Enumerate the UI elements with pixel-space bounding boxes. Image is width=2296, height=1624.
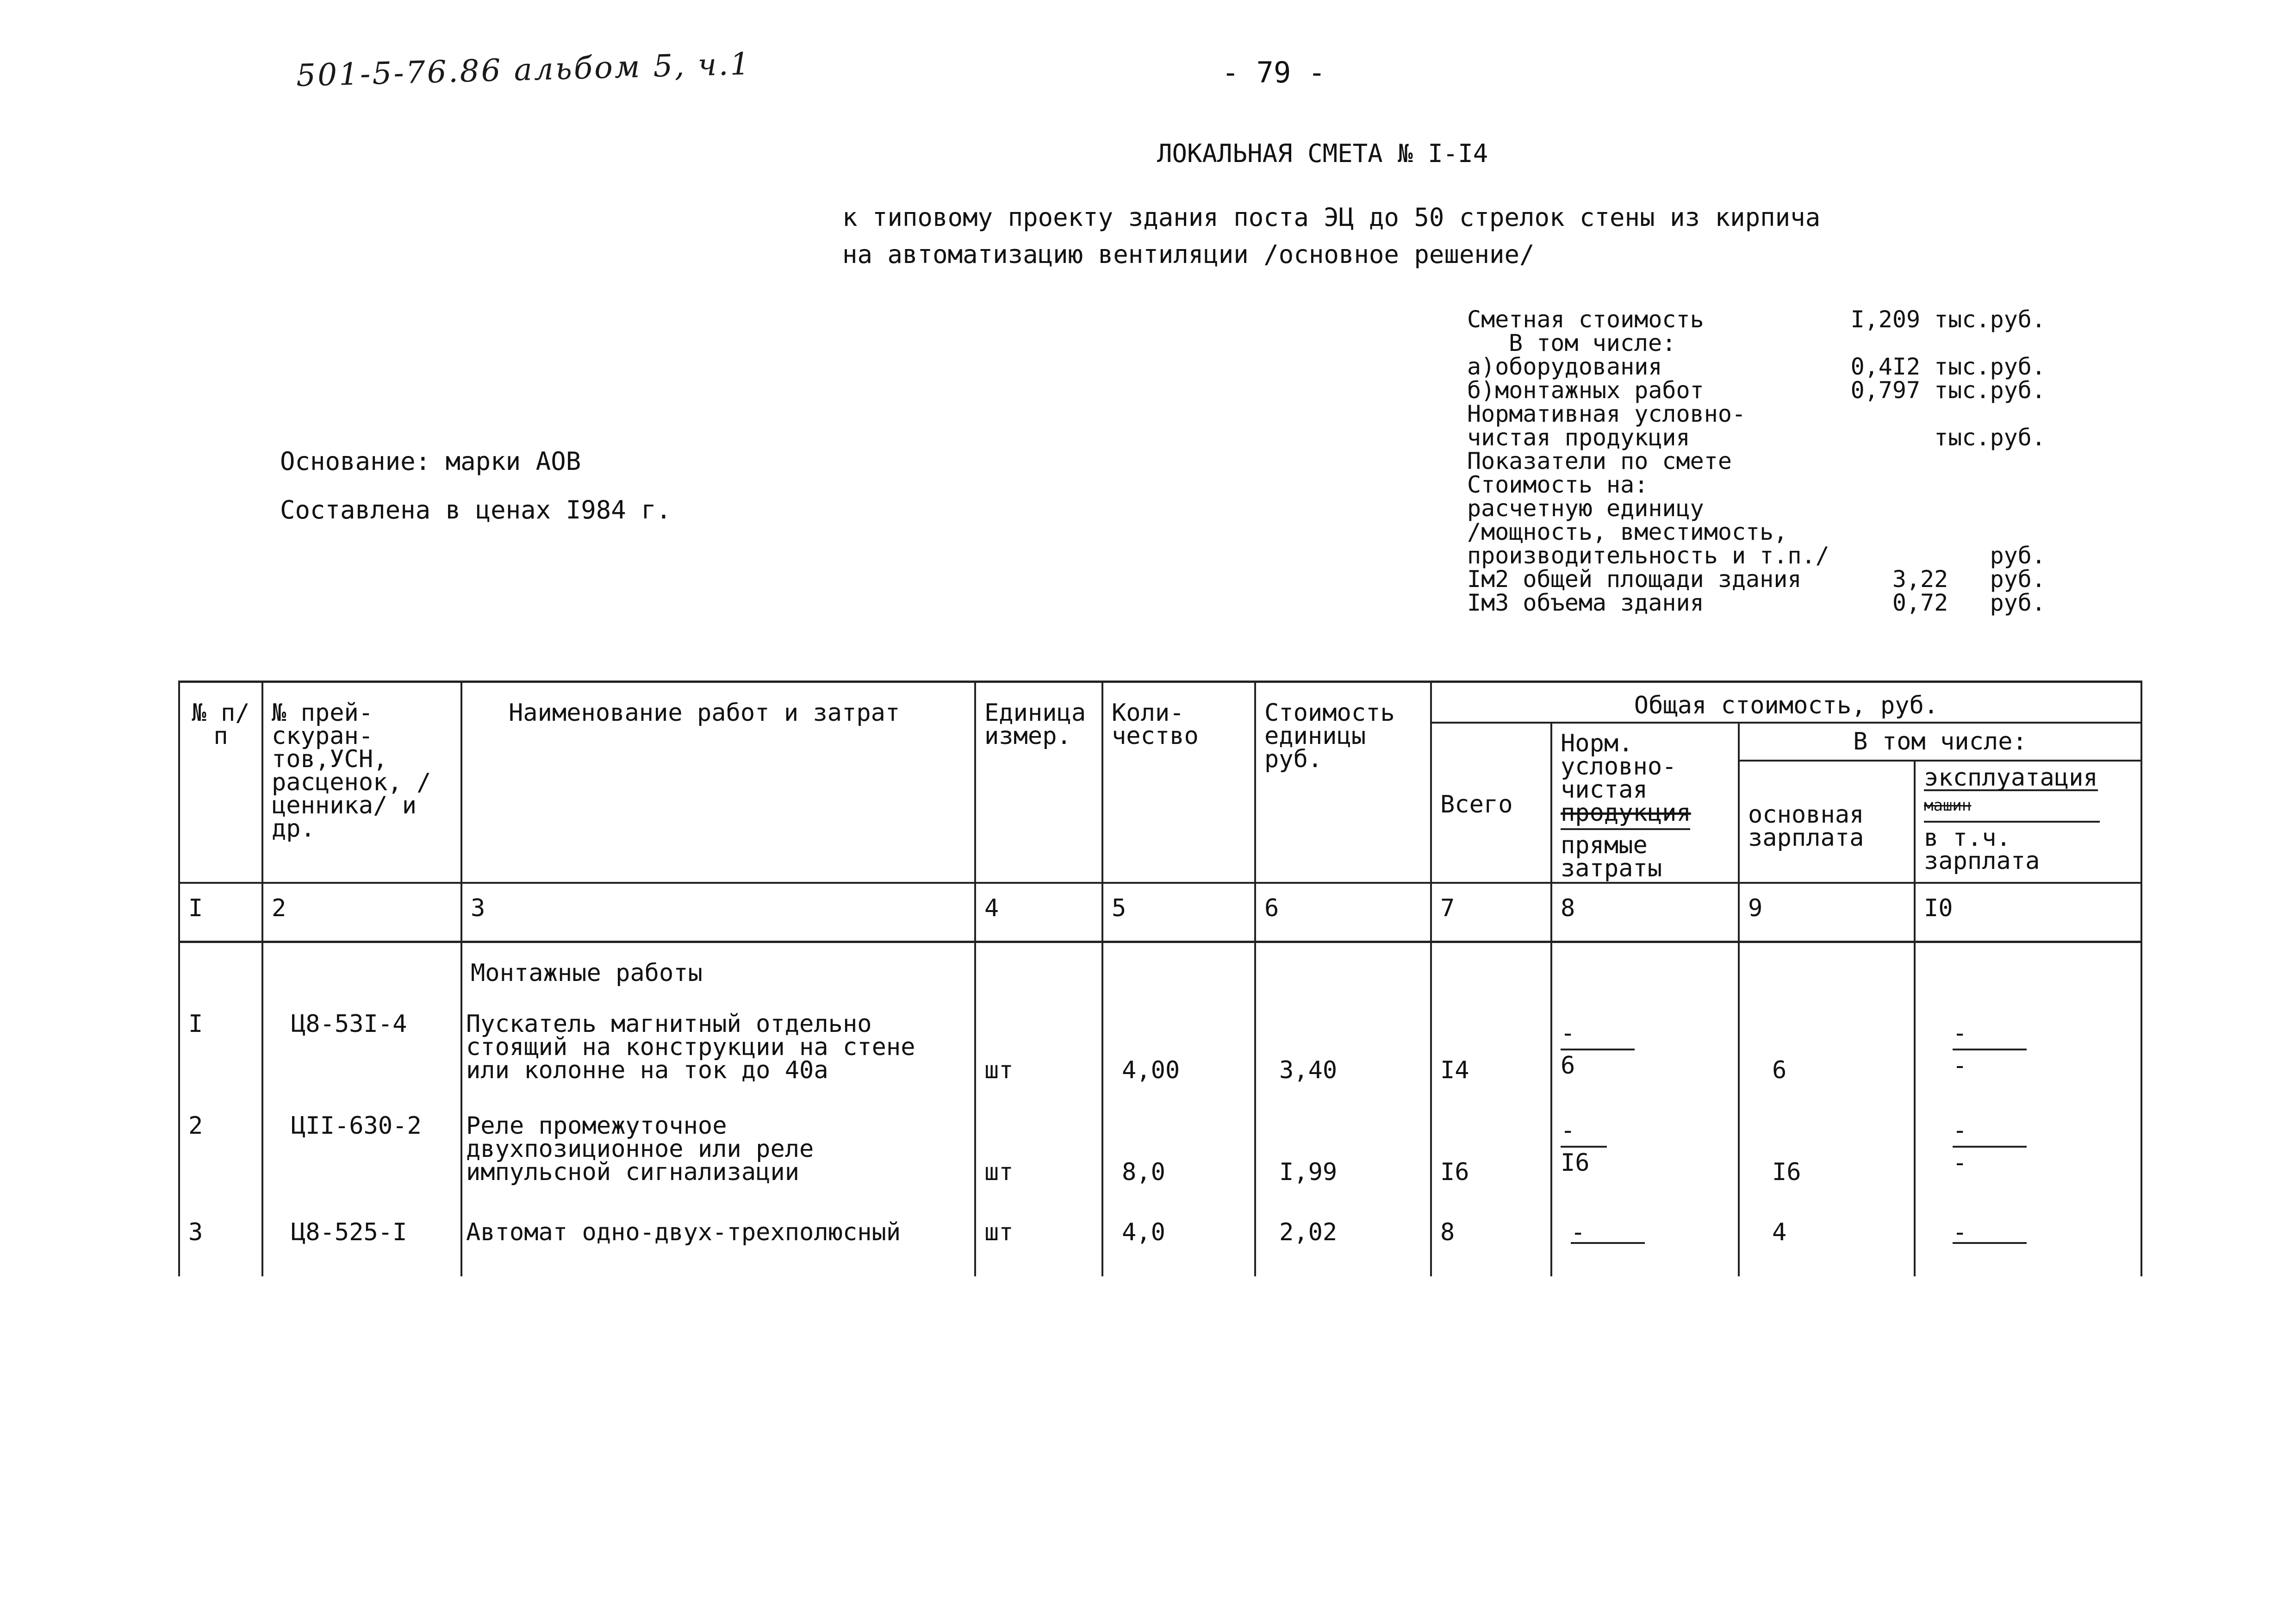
col-header-salary: основная зарплата (1739, 761, 1915, 883)
summary-including-label: В том числе: (1509, 330, 1676, 356)
col-header-name: Наименование работ и затрат (461, 682, 975, 883)
col-header-including: В том числе: (1739, 723, 2141, 761)
summary-unit-label-2: /мощность, вместимость, (1467, 518, 1788, 545)
row-normative-top: - (1561, 1019, 1575, 1047)
estimate-table (178, 681, 2142, 1276)
summary-cost-value: I,209 тыс.руб. (1850, 306, 2046, 333)
column-number: 2 (262, 883, 461, 942)
subtitle-line-2: на автоматизацию вентиляции /основное решение/ (842, 240, 1535, 269)
column-number: I (179, 883, 262, 942)
row-machines-top: - (1953, 1019, 1967, 1047)
row-code: ЦII-630-2 (262, 1082, 461, 1184)
row-qty: 4,0 (1102, 1184, 1255, 1276)
cell-divider (1561, 1146, 1607, 1148)
summary-area-unit: руб. (1990, 566, 2046, 593)
column-number: 5 (1102, 883, 1255, 942)
summary-unit-3 (1467, 544, 2046, 568)
document-subtitle (842, 199, 1907, 273)
row-total: I4 (1431, 985, 1551, 1082)
summary-install (1467, 379, 2046, 402)
summary-volume (1467, 591, 2046, 615)
row-salary: I6 (1739, 1082, 1915, 1184)
empty-cell (1102, 942, 1255, 985)
row-machines (1915, 1082, 2141, 1184)
row-machines (1915, 985, 2141, 1082)
column-number: 6 (1255, 883, 1431, 942)
summary-unit-1 (1467, 497, 2046, 520)
empty-cell (1739, 942, 1915, 985)
row-normative-top: - (1561, 1117, 1575, 1144)
summary-equipment (1467, 355, 2046, 379)
row-code: Ц8-525-I (262, 1184, 461, 1276)
row-normative (1551, 1184, 1739, 1276)
summary-unit-label-1: расчетную единицу (1467, 495, 1704, 522)
empty-cell (1431, 942, 1551, 985)
row-machines-value: - (1953, 1149, 1967, 1177)
table-header-row-1 (179, 682, 2141, 723)
col-header-machines-bottom: в т.ч. зарплата (1924, 824, 2040, 875)
page-number: - 79 - (1222, 56, 1325, 89)
section-row (179, 942, 2141, 985)
column-number: 7 (1431, 883, 1551, 942)
row-machines (1915, 1184, 2141, 1276)
summary-install-value: 0,797 тыс.руб. (1850, 377, 2046, 404)
summary-volume-unit: руб. (1990, 589, 2046, 616)
summary-unit-value: руб. (1990, 542, 2046, 569)
col-header-machines-top: эксплуатация (1924, 764, 2098, 792)
summary-area (1467, 568, 2046, 591)
row-salary: 4 (1739, 1184, 1915, 1276)
empty-cell (1551, 942, 1739, 985)
section-title: Монтажные работы (461, 942, 975, 985)
column-numbers-row (179, 883, 2141, 942)
row-unit: шт (975, 985, 1102, 1082)
empty-cell (975, 942, 1102, 985)
col-header-normative-bottom: прямые затраты (1561, 831, 1662, 882)
header-divider (1924, 821, 2100, 823)
row-salary: 6 (1739, 985, 1915, 1082)
summary-equipment-label: а)оборудования (1467, 353, 1662, 380)
cell-divider (1953, 1049, 2027, 1050)
summary-install-label: б)монтажных работ (1467, 377, 1704, 404)
header-divider (1561, 828, 1690, 830)
empty-cell (1255, 942, 1431, 985)
row-normative (1551, 1082, 1739, 1184)
empty-cell (179, 942, 262, 985)
row-normative-value: I6 (1561, 1149, 1590, 1177)
summary-indicators-label: Показатели по смете (1467, 448, 1732, 475)
column-number: 3 (461, 883, 975, 942)
summary-volume-value: 0,72 (1892, 589, 1948, 616)
row-normative-value: 6 (1561, 1052, 1575, 1080)
col-header-all: Всего (1431, 723, 1551, 883)
empty-cell (262, 942, 461, 985)
row-qty: 4,00 (1102, 985, 1255, 1082)
column-number: 9 (1739, 883, 1915, 942)
row-name: Реле промежуточное двухпозиционное или реле импульсной сигнализации (461, 1082, 975, 1184)
row-price: 2,02 (1255, 1184, 1431, 1276)
summary-equipment-value: 0,4I2 тыс.руб. (1850, 353, 2046, 380)
cost-summary (1467, 308, 2046, 615)
basis-note: Основание: марки АОВ (280, 447, 581, 476)
table-row (179, 985, 2141, 1082)
row-price: 3,40 (1255, 985, 1431, 1082)
row-number: 3 (179, 1184, 262, 1276)
col-header-machines-strike: машин (1924, 796, 1972, 815)
row-normative-top: - (1571, 1218, 1586, 1246)
row-unit: шт (975, 1082, 1102, 1184)
row-number: I (179, 985, 262, 1082)
row-machines-top: - (1953, 1218, 1967, 1246)
column-number: I0 (1915, 883, 2141, 942)
col-header-total: Общая стоимость, руб. (1431, 682, 2141, 723)
summary-including (1467, 331, 2046, 355)
summary-cost-on (1467, 473, 2046, 497)
row-machines-top: - (1953, 1117, 1967, 1144)
handwritten-note: 501-5-76.86 альбом 5, ч.1 (296, 46, 752, 94)
summary-unit-2 (1467, 520, 2046, 544)
row-code: Ц8-53I-4 (262, 985, 461, 1082)
empty-cell (1915, 942, 2141, 985)
col-header-normative-top: Норм. условно-чистая (1561, 730, 1677, 804)
row-name: Пускатель магнитный отдельно стоящий на конструкции на стене или колонне на ток до 40а (461, 985, 975, 1082)
summary-normative-label-2: чистая продукция (1467, 424, 1690, 451)
subtitle-line-1: к типовому проекту здания поста ЭЦ до 50 стрелок стены из кирпича (842, 203, 1821, 232)
document-title: ЛОКАЛЬНАЯ СМЕТА № I-I4 (1157, 139, 1488, 168)
col-header-qty: Коли-чество (1102, 682, 1255, 883)
col-header-unit: Единица измер. (975, 682, 1102, 883)
col-header-price: Стоимость единицы руб. (1255, 682, 1431, 883)
col-header-normative (1551, 723, 1739, 883)
cell-divider (1561, 1049, 1635, 1050)
summary-cost-on-label: Стоимость на: (1467, 471, 1649, 498)
summary-normative-value: тыс.руб. (1934, 424, 2046, 451)
summary-indicators (1467, 450, 2046, 473)
summary-normative-1 (1467, 402, 2046, 426)
summary-cost (1467, 308, 2046, 331)
row-unit: шт (975, 1184, 1102, 1276)
row-price: I,99 (1255, 1082, 1431, 1184)
row-normative (1551, 985, 1739, 1082)
row-name: Автомат одно-двух-трехполюсный (461, 1184, 975, 1276)
summary-cost-label: Сметная стоимость (1467, 306, 1704, 333)
row-total: I6 (1431, 1082, 1551, 1184)
summary-volume-value-wrap (1892, 591, 2046, 615)
table-row (179, 1184, 2141, 1276)
summary-unit-label-3: производительность и т.п./ (1467, 542, 1829, 569)
summary-area-label: Iм2 общей площади здания (1467, 566, 1802, 593)
summary-volume-label: Iм3 объема здания (1467, 589, 1704, 616)
row-total: 8 (1431, 1184, 1551, 1276)
summary-normative-label-1: Нормативная условно- (1467, 400, 1746, 427)
col-header-normative-strike: продукция (1561, 799, 1691, 827)
table-row (179, 1082, 2141, 1184)
col-header-num: № п/п (179, 682, 262, 883)
summary-normative-2 (1467, 426, 2046, 450)
row-machines-value: - (1953, 1052, 1967, 1080)
column-number: 8 (1551, 883, 1739, 942)
col-header-code: № прей-скуран-тов,УСН, расценок, /ценника/ и др. (262, 682, 461, 883)
summary-area-value-wrap (1892, 568, 2046, 591)
row-number: 2 (179, 1082, 262, 1184)
summary-area-value: 3,22 (1892, 566, 1948, 593)
column-number: 4 (975, 883, 1102, 942)
prices-note: Составлена в ценах I984 г. (280, 495, 672, 525)
cell-divider (1953, 1146, 2027, 1148)
row-qty: 8,0 (1102, 1082, 1255, 1184)
col-header-machines (1915, 761, 2141, 883)
